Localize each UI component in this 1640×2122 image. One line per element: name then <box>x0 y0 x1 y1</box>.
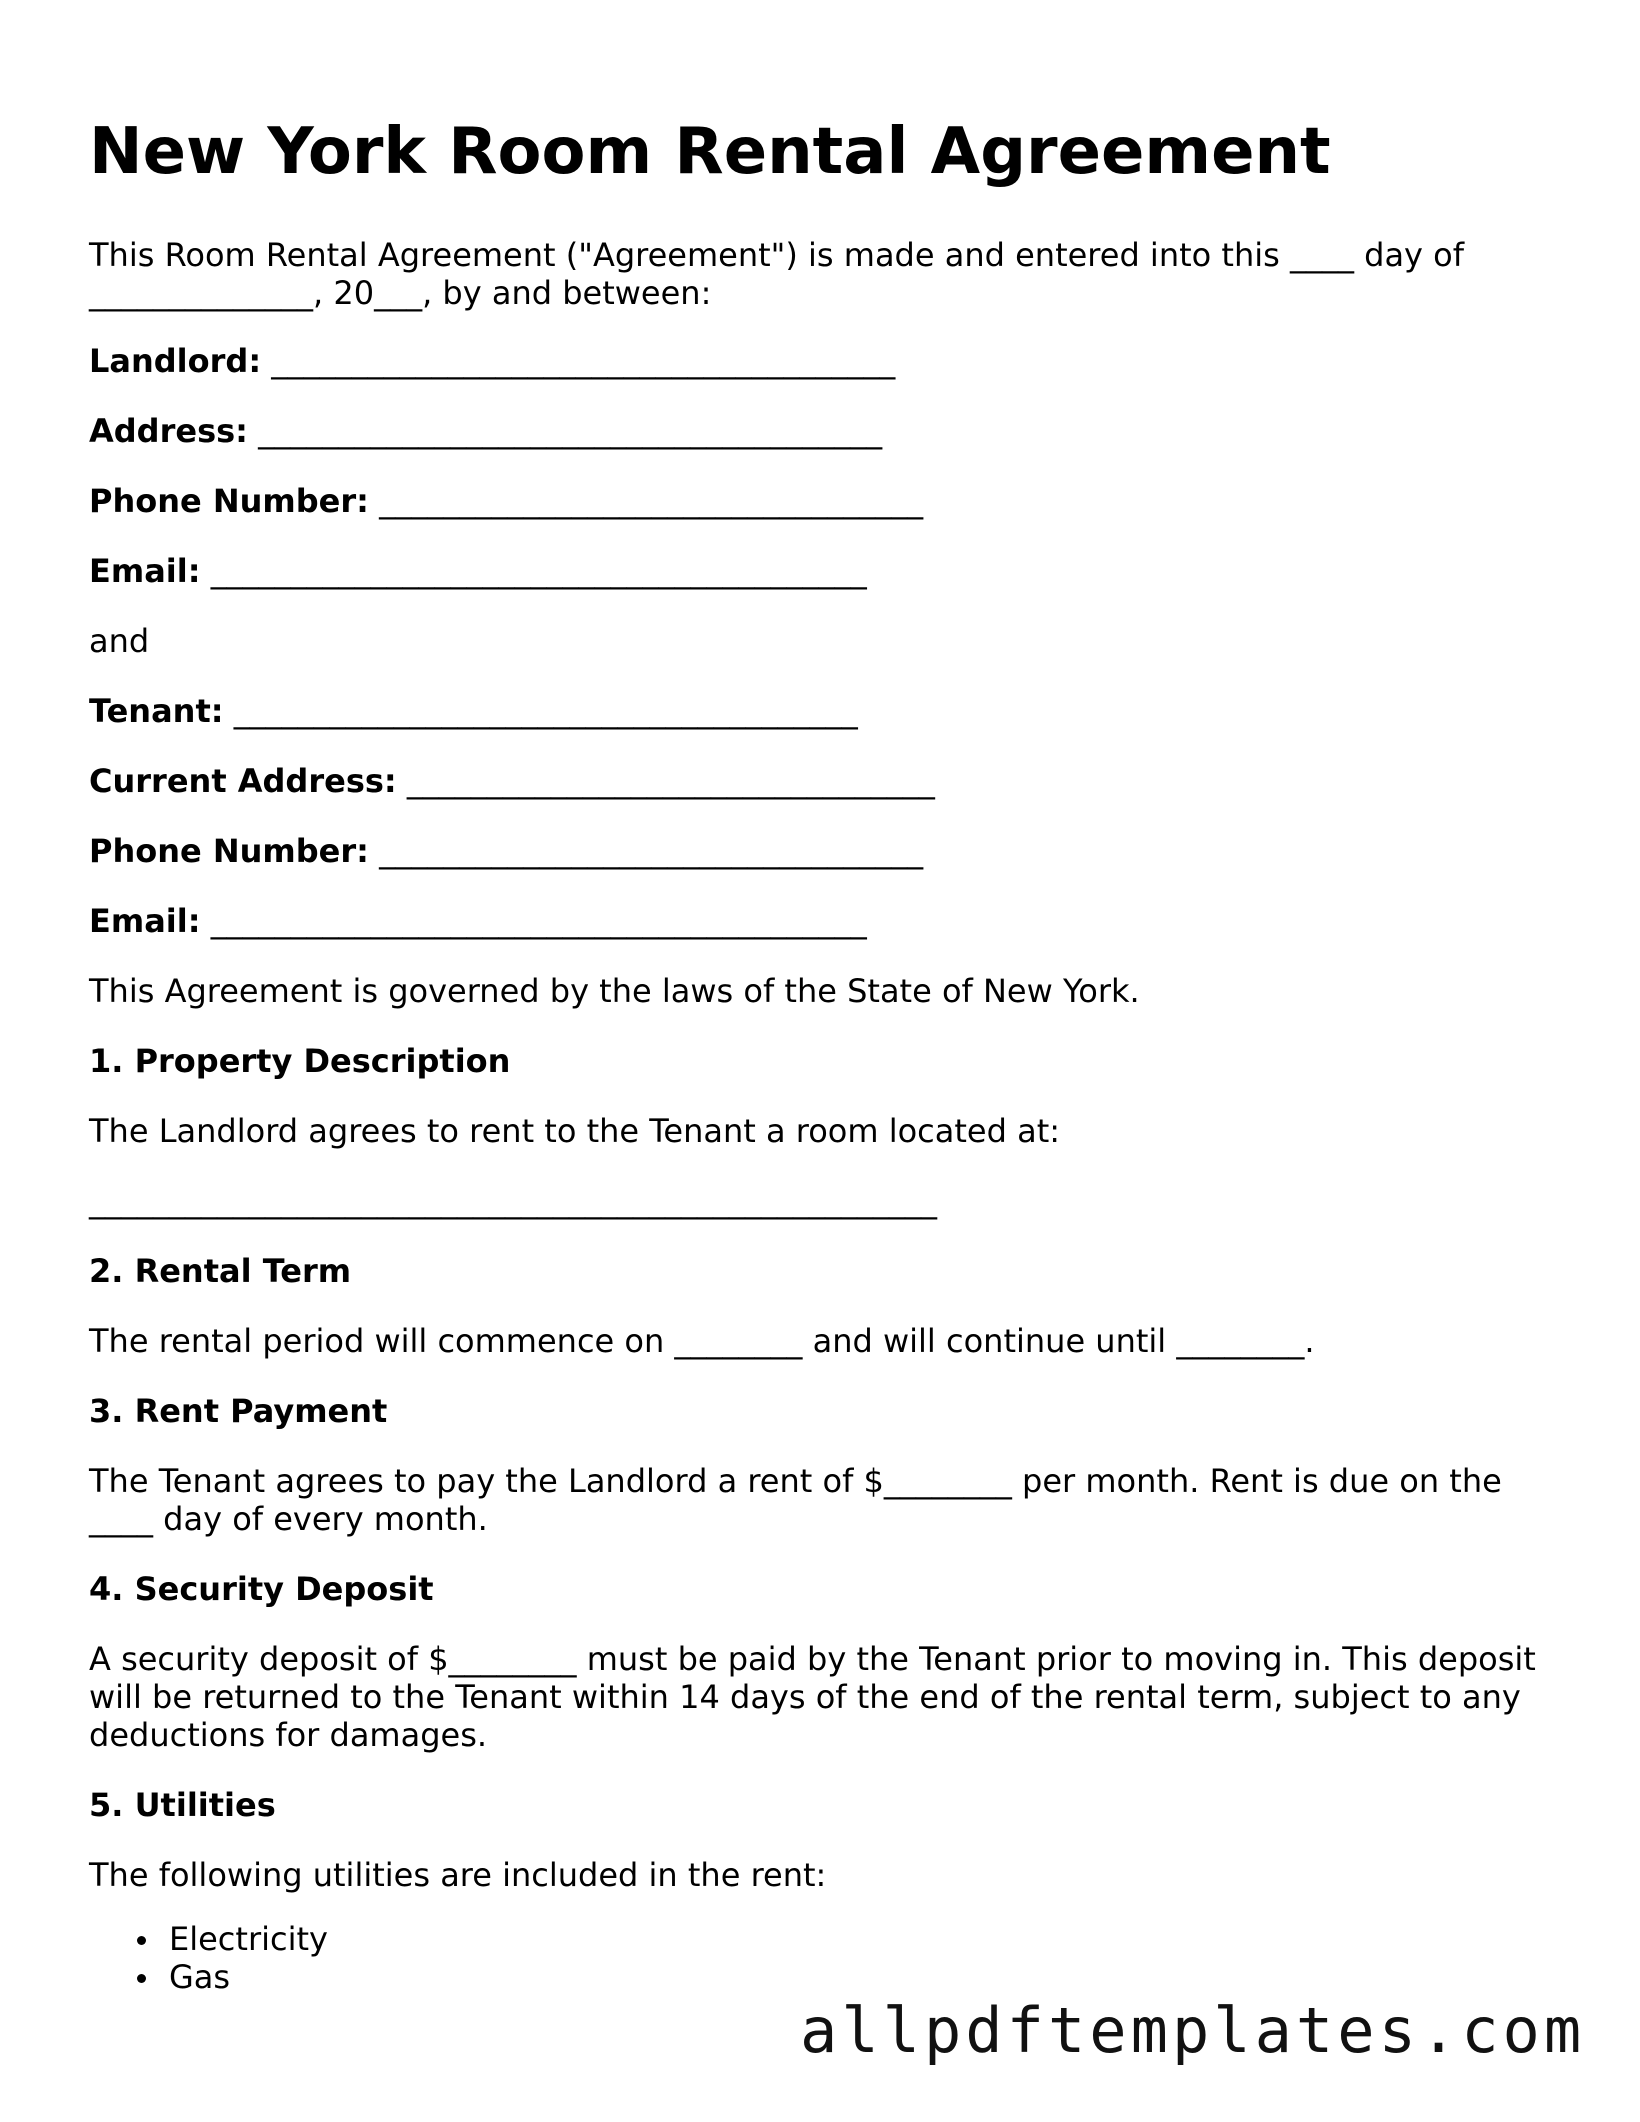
section-heading-deposit: 4. Security Deposit <box>89 1570 434 1608</box>
tenant-address-field <box>89 762 935 800</box>
landlord-email-field <box>89 552 867 590</box>
utilities-list <box>89 1920 328 1996</box>
landlord-email-blank: _________________________________________ <box>200 552 867 590</box>
tenant-email-blank: _________________________________________ <box>200 902 867 940</box>
landlord-address-blank: _______________________________________ <box>247 412 883 450</box>
landlord-name-field <box>89 342 895 380</box>
rent-text-line-1: The Tenant agrees to pay the Landlord a rent of $________ per month. Rent is due on the <box>89 1462 1502 1500</box>
document-title: New York Room Rental Agreement <box>89 115 1331 189</box>
utilities-text: The following utilities are included in the rent: <box>89 1856 827 1894</box>
list-item: Gas <box>89 1958 328 1996</box>
landlord-address-field <box>89 412 882 450</box>
and-text: and <box>89 622 150 660</box>
tenant-name-field <box>89 692 858 730</box>
section-heading-rent: 3. Rent Payment <box>89 1392 388 1430</box>
deposit-text-line-1: A security deposit of $________ must be paid by the Tenant prior to moving in. This deposit <box>89 1640 1536 1678</box>
tenant-email-field <box>89 902 867 940</box>
intro-line-2: ______________, 20___, by and between: <box>89 274 712 312</box>
section-heading-utilities: 5. Utilities <box>89 1786 276 1824</box>
deposit-text-line-2: will be returned to the Tenant within 14 days of the end of the rental term, subject to any <box>89 1678 1521 1716</box>
tenant-email-label: Email: <box>89 902 201 940</box>
term-text: The rental period will commence on ________ and will continue until ________. <box>89 1322 1315 1360</box>
property-address-blank: _____________________________________________________ <box>89 1182 937 1220</box>
tenant-address-blank: _________________________________ <box>396 762 935 800</box>
landlord-email-label: Email: <box>89 552 201 590</box>
intro-line-1: This Room Rental Agreement ("Agreement") is made and entered into this ____ day of <box>89 236 1464 274</box>
landlord-name-blank: _______________________________________ <box>261 342 896 380</box>
tenant-phone-label: Phone Number: <box>89 832 369 870</box>
landlord-address-label: Address: <box>89 412 248 450</box>
tenant-phone-field <box>89 832 923 870</box>
section-heading-property: 1. Property Description <box>89 1042 511 1080</box>
list-item: Electricity <box>89 1920 328 1958</box>
tenant-phone-blank: __________________________________ <box>368 832 924 870</box>
deposit-text-line-3: deductions for damages. <box>89 1716 488 1754</box>
governing-law-text: This Agreement is governed by the laws of the State of New York. <box>89 972 1140 1010</box>
tenant-name-blank: _______________________________________ <box>223 692 858 730</box>
section-heading-term: 2. Rental Term <box>89 1252 352 1290</box>
landlord-phone-field <box>89 482 923 520</box>
landlord-name-label: Landlord: <box>89 342 262 380</box>
watermark-text: allpdftemplates.com <box>800 1994 1586 2067</box>
property-text: The Landlord agrees to rent to the Tenant a room located at: <box>89 1112 1061 1150</box>
tenant-name-label: Tenant: <box>89 692 224 730</box>
landlord-phone-label: Phone Number: <box>89 482 369 520</box>
landlord-phone-blank: __________________________________ <box>368 482 924 520</box>
tenant-address-label: Current Address: <box>89 762 397 800</box>
rent-text-line-2: ____ day of every month. <box>89 1500 488 1538</box>
